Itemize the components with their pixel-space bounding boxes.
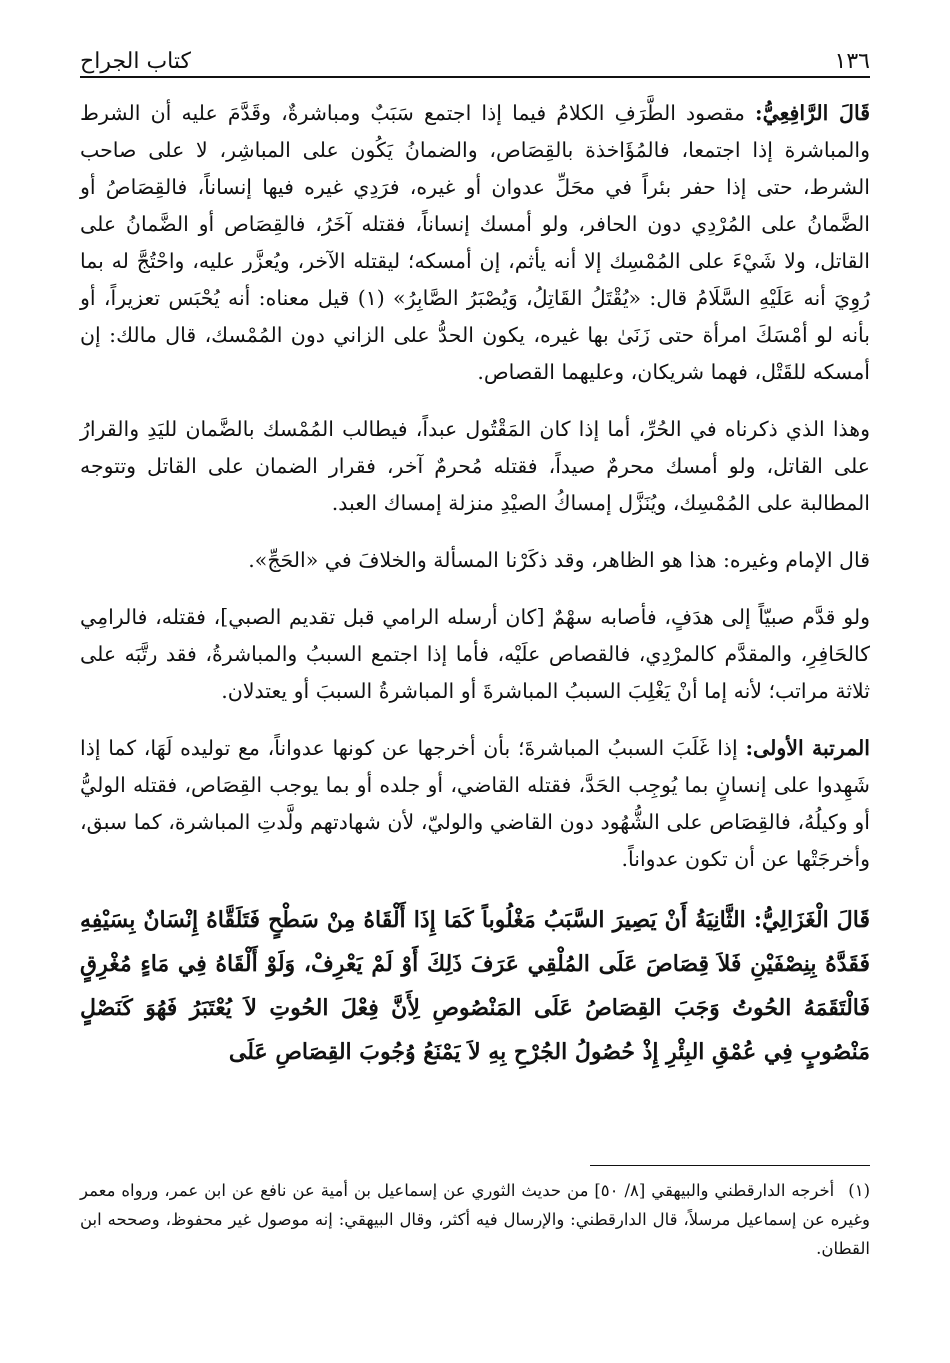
paragraph-first-rank [80, 730, 870, 878]
paragraph-free-person [80, 411, 870, 522]
paragraph-text: مقصود الطَّرَفِ الكلامُ فيما إذا اجتمع سَبَبٌ ومباشرةٌ، وقَدَّمَ عليه أن الشرط والمباشرة إذا اجتمعا، فالمُؤَاخذة بالقِصَاص، والضمانُ يَكُون على المباشِر، لا على صاحب الشرط، حتى إذا حفر بئراً في محَلِّ عدوان أو غيره، فرَدِي غيره فيها إنساناً، فالقِصَاصُ أو الضَّمانُ على المُرْدِي دون الحافر، ولو أمسك إنساناً، فقتله آخَرُ، فالقِصَاص أو الضَّمانُ على القاتل، ولا شَيْءَ على المُمْسِك إلا أنه يأثم، إن أمسكه؛ ليقتله الآخر، ويُعزَّر عليه، واحْتُجَّ له بما رُوِيَ أنه عَلَيْهِ السَّلَامُ قال: «يُقْتَلُ القَاتِلُ، وَيُصْبَرُ الصَّابِرُ» (١) قيل معناه: أنه يُحْبَس تعزيراً، أو بأنه لو أمْسَكَ امرأة حتى زَنَىٰ بها غيره، يكون الحدُّ على الزاني دون المُمْسك، قال مالك: إن أمسكه للقَتْل، فهما شريكان، وعليهما القصاص. [80, 101, 870, 384]
paragraph-lead: قَالَ الرَّافِعِيُّ: [755, 101, 870, 125]
paragraph-text: ولو قدَّم صبيّاً إلى هدَفٍ، فأصابه سهْمٌ [كان أرسله الرامي قبل تقديم الصبي]، فقتله، فالرامِي كالحَافِرِ، والمقدَّم كالمرْدِي، فالقصاص علَيْه، فأما إذا اجتمع السببُ والمباشرةُ، فقد رتَّبَه على ثلاثة مراتب؛ لأنه إما أنْ يَغْلِبَ السببُ المباشرةَ أو المباشرةُ السببَ أو يعتدلان. [80, 605, 870, 703]
paragraph-lead: قَالَ الْغَزَالِيُّ: [753, 907, 870, 933]
paragraph-lead: المرتبة الأولى: [745, 736, 870, 760]
paragraph-child-target [80, 599, 870, 710]
paragraph-ghazali [80, 898, 870, 1074]
paragraph-text: الثَّانِيَةُ أَنْ يَصِيرَ السَّبَبُ مَغْلُوباً كَمَا إِذَا أَلْقَاهُ مِنْ سَطْحٍ فَتَلَقَّاهُ إِنْسَانٌ بِسَيْفِهِ فَقَدَّهُ بِنِصْفَيْنِ فَلاَ قِصَاصَ عَلَى المُلْقِي عَرَفَ ذَلِكَ أَوْ لَمْ يَعْرِفْ، وَلَوْ أَلْقَاهُ فِي مَاءٍ مُغْرِقٍ فَالْتَقَمَهُ الحُوتُ وَجَبَ القِصَاصُ عَلَى المَنْصُوصِ لِأَنَّ فِعْلَ الحُوتِ لاَ يُعْتَبَرُ فَهُوَ كَنَصْلٍ مَنْصُوبٍ فِي عُمْقِ البِئْرِ إِذْ حُصُولُ الجُرْحِ بِهِ لاَ يَمْنَعُ وُجُوبَ القِصَاصِ عَلَى [80, 907, 870, 1065]
paragraph-text: وهذا الذي ذكرناه في الحُرِّ، أما إذا كان المَقْتُول عبداً، فيطالب المُمْسك بالضَّمان لليَدِ والقرارُ على القاتل، ولو أمسك محرمٌ صيداً، فقتله مُحرمٌ آخر، فقرار الضمان على القاتل وتتوجه المطالبة على المُمْسِك، ويُنَزَّل إمساكُ الصيْدِ منزلة إمساك العبد. [80, 417, 870, 515]
footnote-divider [590, 1165, 870, 1166]
footnote-text: أخرجه الدارقطني والبيهقي [٨/ ٥٠] من حديث الثوري عن إسماعيل بن أمية عن نافع عن ابن عمر، ورواه معمر وغيره عن إسماعيل مرسلاً، قال الدارقطني: والإرسال فيه أكثر، وقال البيهقي: إنه موصول غير محفوظ، وصححه ابن القطان. [80, 1181, 870, 1258]
paragraph-text: قال الإمام وغيره: هذا هو الظاهر، وقد ذكَرْنا المسألة والخلافَ في «الحَجِّ». [248, 548, 870, 572]
page-header [80, 38, 870, 74]
footnote-number: (١) [848, 1181, 871, 1200]
footnote [80, 1176, 870, 1263]
book-title: كتاب الجراح [80, 49, 191, 74]
page-number: ١٣٦ [834, 49, 870, 74]
header-divider [80, 76, 870, 78]
paragraph-text: إذا غَلَبَ السببُ المباشرةَ؛ بأن أخرجها عن كونها عدواناً، مع توليده لَهَا، كما إذا شَهِدوا على إنسانٍ بما يُوجِب الحَدَّ، فقتله القاضي، أو جلده أو بما يوجب القِصَاص، فقتله الوليُّ أو وكيلُهُ، فالقِصَاص على الشُّهُود دون القاضي والوليّ، لأن شهادتهم ولَّدتِ المباشرة، كما سبق، وأخرجَتْها عن أن تكون عدواناً. [80, 736, 870, 871]
page-body [80, 95, 870, 1094]
paragraph-imam [80, 542, 870, 579]
paragraph-rafii [80, 95, 870, 391]
